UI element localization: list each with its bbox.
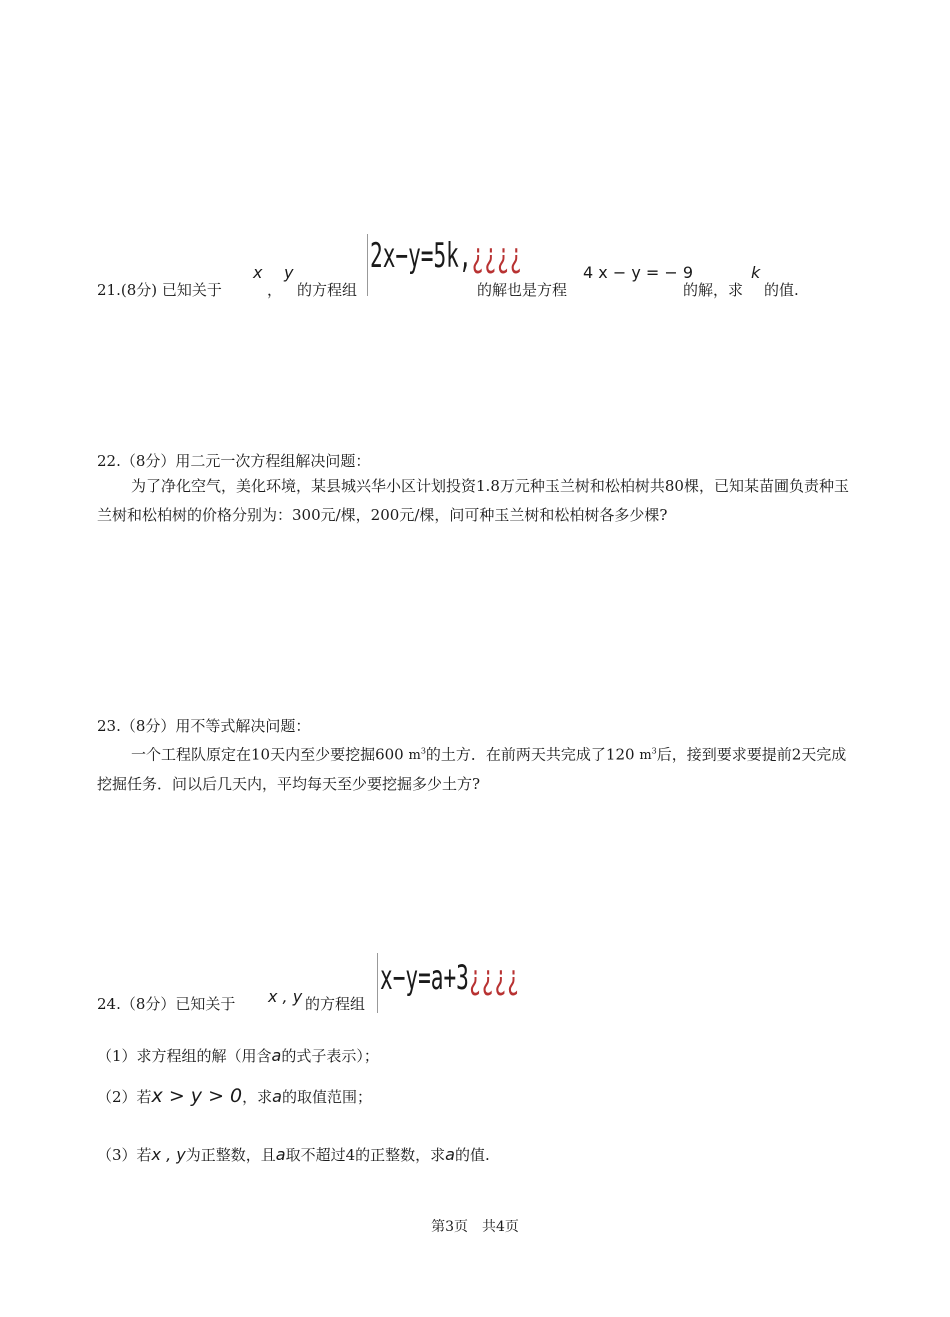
q23-body-c: 后，接到要求要提前2天完成挖掘任务．问以后几天内，平均每天至少要挖掘多少土方? [97, 745, 847, 794]
q23-body-a: 一个工程队原定在10天内至少要挖掘600 [131, 745, 409, 764]
q24-mid: 的方程组 [305, 995, 366, 1013]
q23-unit1-sup: 3 [420, 747, 426, 756]
q24-system-junk: ¿¿¿¿ [468, 958, 520, 998]
q23-unit1-base: m [408, 748, 421, 764]
q21-comma: ， [267, 281, 283, 299]
q24-part1 [97, 1045, 379, 1066]
q21-prefix: 21.(8分) 已知关于 [97, 281, 222, 299]
q23-body-b: 的土方．在前两天共完成了120 [425, 745, 640, 764]
q23-unit2-sup: 3 [651, 747, 657, 756]
q24-part1-b: 的式子表示）； [281, 1047, 379, 1065]
q23-body [97, 737, 857, 799]
q24-system-equation: x−y=a+3 [380, 958, 469, 998]
q22-title: 22.（8分）用二元一次方程组解决问题： [97, 452, 371, 470]
q21-mid: 的方程组 [297, 281, 358, 299]
q21-end: 的值. [764, 281, 799, 299]
q21-var-k: k [751, 263, 761, 282]
q21-system-brace [367, 234, 368, 296]
q24-system-brace [377, 953, 378, 1013]
q24-part2 [97, 1085, 372, 1107]
q21-var-y: y [284, 263, 294, 282]
q24-part1-var: a [271, 1046, 282, 1065]
page-footer: 第3页 共4页 [431, 1219, 519, 1235]
q21-after-eq: 的解，求 [683, 281, 744, 299]
q24-part3-vars: x , y [151, 1145, 186, 1164]
q23-title: 23.（8分）用不等式解决问题： [97, 717, 311, 735]
q21-var-x: x [253, 263, 263, 282]
q21-system-equation: 2x−y=5k, [370, 236, 472, 276]
q24-part3-var2: a [445, 1145, 455, 1164]
q23-unit1 [409, 748, 426, 763]
q24-vars: x , y [268, 987, 303, 1006]
q24-part3-var: a [275, 1145, 286, 1164]
q21-system-junk: ¿¿¿¿ [471, 236, 523, 276]
q24-part3-a: （3）若 [97, 1146, 152, 1164]
q22-body: 为了净化空气，美化环境，某县城兴华小区计划投资1.8万元种玉兰树和松柏树共80棵，已知某苗圃负责种玉兰树和松柏树的价格分别为：300元/棵，200元/棵，问可种玉兰树和松柏树各多少棵? [97, 477, 849, 524]
q24-part3 [97, 1144, 490, 1165]
q24-part2-b: ，求 [242, 1088, 273, 1106]
q24-part3-b: 为正整数，且 [185, 1146, 276, 1164]
q21-equation: 4 x − y = − 9 [583, 263, 694, 282]
q24-part2-math: x > y > 0 [151, 1085, 243, 1107]
q23-unit2 [639, 748, 656, 763]
q21-after-system: 的解也是方程 [477, 281, 568, 299]
q21-system-line [370, 236, 522, 276]
q24-part1-a: （1）求方程组的解（用含 [97, 1047, 272, 1065]
q24-part3-c: 取不超过4的正整数，求 [285, 1146, 446, 1164]
q24-part3-d: 的值. [454, 1146, 490, 1164]
q24-system-line [380, 958, 520, 998]
q24-part2-var: a [272, 1087, 282, 1106]
q24-part2-a: （2）若 [97, 1088, 152, 1106]
q24-prefix: 24.（8分）已知关于 [97, 995, 236, 1013]
q23-unit2-base: m [639, 748, 652, 764]
q24-part2-c: 的取值范围； [281, 1088, 372, 1106]
